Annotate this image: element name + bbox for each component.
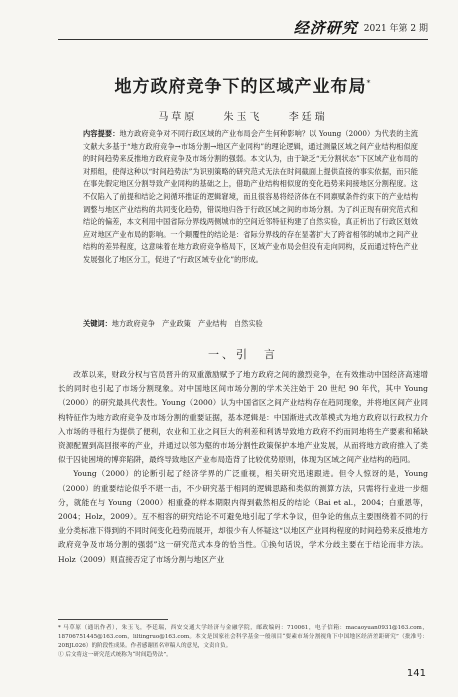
- abstract: [83, 128, 418, 267]
- issue-label: 2021 年第 2 期: [363, 23, 428, 34]
- footnotes: [58, 624, 428, 660]
- keywords: [83, 318, 418, 330]
- keywords-label: 关键词：: [83, 319, 112, 328]
- author-list: [58, 108, 428, 123]
- page-number: 141: [406, 668, 426, 679]
- abstract-label: 内容提要：: [83, 129, 120, 138]
- title-footnote-mark: *: [366, 78, 372, 88]
- section-heading: 一、引 言: [208, 348, 278, 361]
- footnote-1: ① 后文将这一研究范式统称为“时间趋势法”。: [58, 652, 172, 658]
- footnote-divider: [58, 619, 168, 620]
- body-paragraph: 改革以来，财政分权与官员晋升的双重激励赋予了地方政府之间的激烈竞争，在有效推动中国经济高速增长的同时也引起了市场分割现象。对中国地区间市场分割的学术关注始于 20 世纪 90 年代，其中 Young（2000）的研究最具代表性。Young（2000）认为中国省区之间产业结构存在趋同现象，并将地区间产业同构特征作为地方政府竞争及市场分割的重要证据，基本逻辑是：中国渐进式改革模式为地方政府以行政权力介入市场的寻租行为提供了便利，农业和工业之间巨大的利差和利诱导致地方政府不约而同地将生产要素和稀缺资源配置到高回报率的产业，并通过以邻为壑的市场分割性政策保护本地产业发展，从而将地方政府推入了类似于囚徒困境的博弈陷阱，最终导致地区产业布局造背了比较优势原则，体现为区域之间产业结构的趋同。: [58, 370, 428, 465]
- footnote-author-info: * 马草原（通讯作者），朱玉飞，李廷瑞，西安交通大学经济与金融学院，邮政编码：710061，电子信箱：macaoyuan0931@163.com，18706751445@163.com，liltingruo@163.com。本文是国家社会科学基金一般项目“要素市场分割视角下中国地区经济差距研究”（批准号：20BJL026）的阶段性成果。作者感谢匿名审稿人的意见，文责自负。: [58, 625, 428, 649]
- abstract-text: 地方政府竞争对不同行政区域的产业布局会产生何种影响？以 Young（2000）为代表的主流文献大多基于“地方政府竞争→市场分割→地区产业同构”的理论逻辑，通过测量区域之间产业结构相似度的时间趋势来反推地方政府竞争及市场分割的强弱。本文认为，由于缺乏“无分割状态”下区域产业布局的对照组，使得这种以“时间趋势法”为识别策略的研究范式无法在时间截面上提供直接的事实依据，而只能在事先假定地区分割导致产业同构的基础之上，借助产业结构相似度的变化趋势来间接地区分割程度。这不仅陷入了前提和结论之间循环推证的逻辑窘境，而且很容易将经济体在不同禀赋条件约束下的产业结构调整与地区产业结构的共同变化趋势，错误地归咎于行政区域之间的市场分割。为了纠正现有研究范式和结论的偏差，本文利用中国省际分界线两侧城市的空间近邻特征构建了自然实验，真正析出了行政区划效应对地区产业布局的影响。一个颠覆性的结论是：省际分界线的存在显著扩大了跨省相邻的城市之间产业结构的差异程度，这意味着在地方政府竞争格局下，区域产业布局会但没有走向同构，反而通过特色产业发展强化了地区分工，促进了“行政区域专业化”的形成。: [83, 129, 418, 264]
- journal-header: [58, 16, 428, 38]
- keywords-text: 地方政府竞争 产业政策 产业结构 自然实验: [111, 319, 263, 328]
- author-name: 李廷瑞: [288, 112, 328, 123]
- body-paragraph: Young（2000）的论断引起了经济学界的广泛重视，相关研究迅速跟进。但令人惊讶的是，Young（2000）的重要结论似乎不堪一击，不少研究基于相同的逻辑思路和类似的测算方法，只需将行业进一步细分，就能在与 Young（2000）相重叠的样本期限内得到截然相反的结论（Bai et al.，2004；白重恩等，2004；Holz，2009）。互不相容的研究结论不可避免地引起了学术争议，但争论的焦点主要围绕着不同的行业分类标准下得到的不同时间变化趋势而展开，却很少有人怀疑这“以地区产业同构程度的时间趋势来反推地方政府竞争及市场分割的强弱”这一研究范式本身的恰当性。①换句话说，学术分歧主要在于结论而非方法。Holz（2009）则直接否定了市场分割与地区产业: [58, 469, 428, 564]
- author-name: 朱玉飞: [223, 112, 263, 123]
- header-divider: [58, 39, 428, 40]
- article-title-text: 地方政府竞争下的区域产业布局: [114, 77, 367, 97]
- body-text: [58, 368, 428, 567]
- article-title: [58, 72, 428, 97]
- author-name: 马草原: [158, 112, 198, 123]
- journal-logo: 经济研究: [293, 18, 358, 37]
